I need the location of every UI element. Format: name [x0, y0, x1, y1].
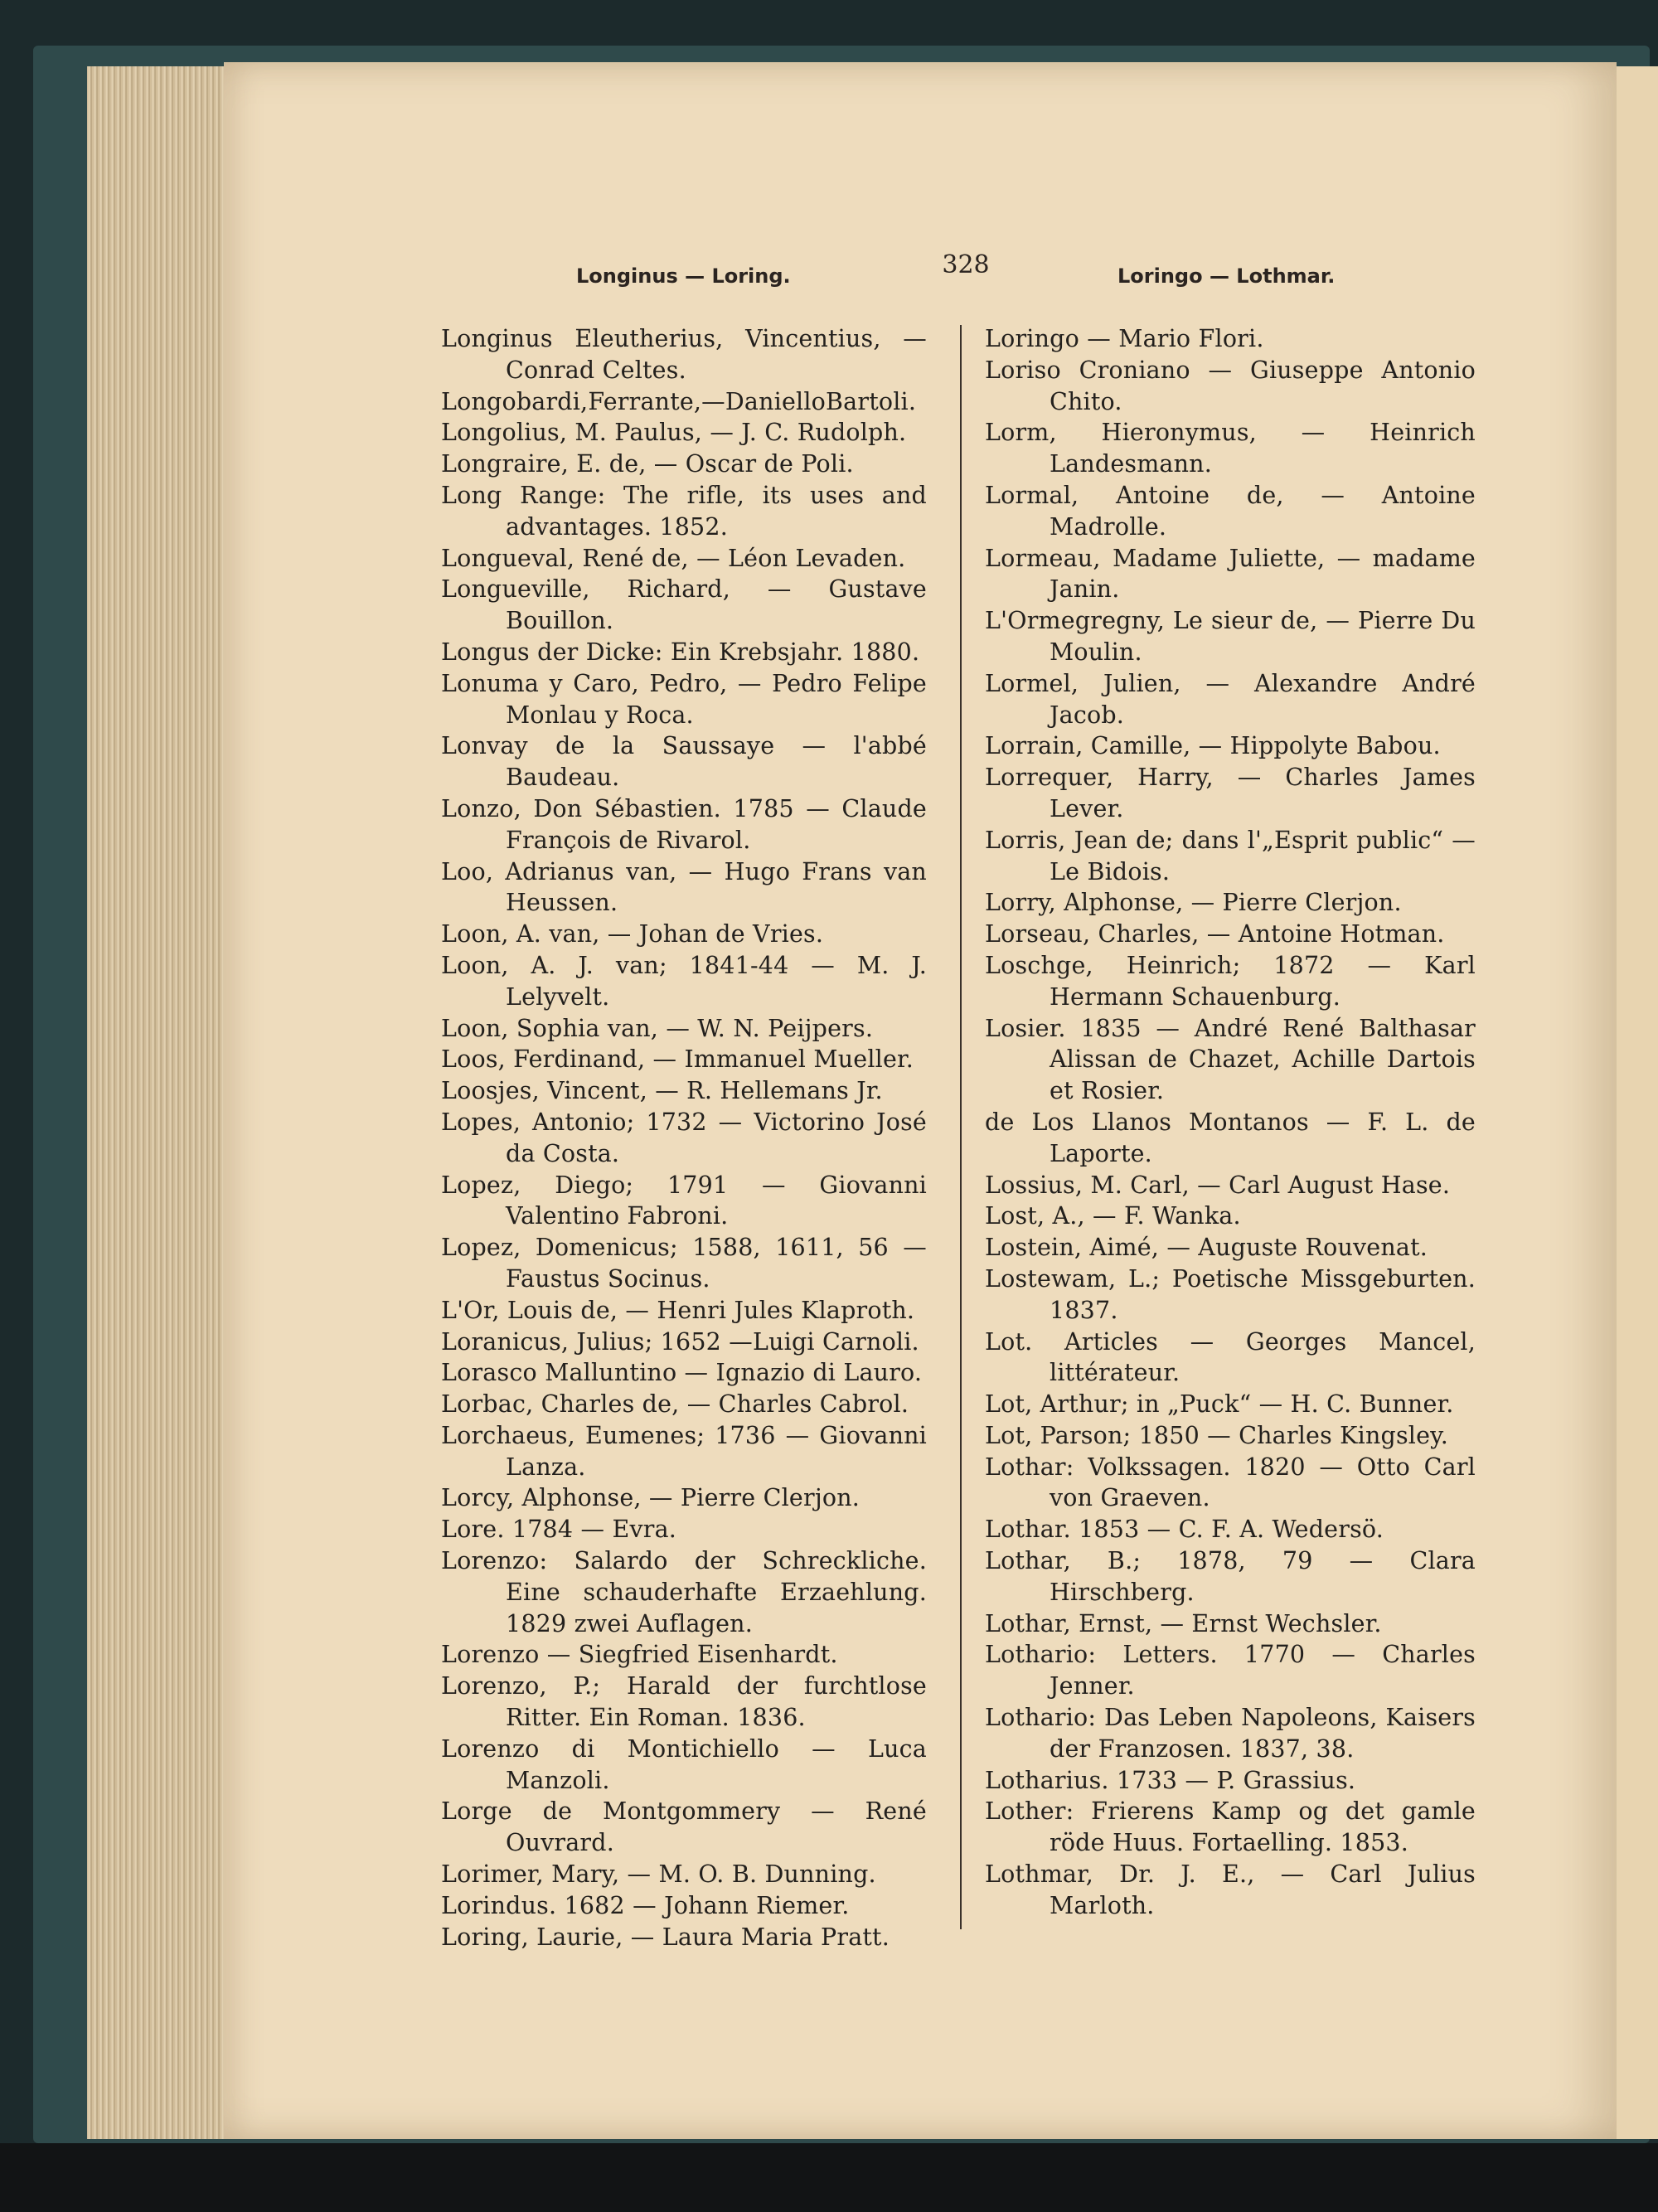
index-entry: Loon, Sophia van, — W. N. Peijpers.	[441, 1014, 874, 1042]
index-entry: Longinus Eleutherius, Vincentius, — Conrad Celtes.	[441, 325, 927, 384]
index-entry: Long Range: The rifle, its uses and advantages. 1852.	[441, 481, 927, 541]
index-entry: Lopez, Diego; 1791 — Giovanni Valentino Fabroni.	[441, 1171, 927, 1230]
index-entry: Lorm, Hieronymus, — Heinrich Landesmann.	[985, 419, 1476, 478]
index-entry: Lothar. 1853 — C. F. A. Wedersö.	[985, 1516, 1384, 1544]
index-entry: Lothario: Das Leben Napoleons, Kaisers der Franzosen. 1837, 38.	[985, 1704, 1476, 1763]
index-entry: L'Or, Louis de, — Henri Jules Klaproth.	[441, 1296, 915, 1324]
index-entry: Lorry, Alphonse, — Pierre Clerjon.	[985, 889, 1402, 917]
index-entry: Lonzo, Don Sébastien. 1785 — Claude François de Rivarol.	[441, 794, 927, 854]
index-entry: Lorchaeus, Eumenes; 1736 — Giovanni Lanza.	[441, 1421, 927, 1481]
index-entry: Loo, Adrianus van, — Hugo Frans van Heussen.	[441, 857, 927, 917]
index-entry: Lorris, Jean de; dans l'„Esprit public“ — Le Bidois.	[985, 826, 1476, 885]
page-number: 328	[942, 250, 990, 279]
index-entry: Lothar, B.; 1878, 79 — Clara Hirschberg.	[985, 1547, 1476, 1606]
index-entry: Lostein, Aimé, — Auguste Rouvenat.	[985, 1234, 1428, 1262]
index-entry: Lothar, Ernst, — Ernst Wechsler.	[985, 1609, 1382, 1637]
index-entry: Longolius, M. Paulus, — J. C. Rudolph.	[441, 419, 907, 447]
index-entry: Lorenzo — Siegfried Eisenhardt.	[441, 1641, 838, 1669]
index-entry: Loos, Ferdinand, — Immanuel Mueller.	[441, 1045, 914, 1074]
index-entry: Loriso Croniano — Giuseppe Antonio Chito.	[985, 356, 1476, 415]
index-entry: Lore. 1784 — Evra.	[441, 1516, 677, 1544]
index-entry: Loschge, Heinrich; 1872 — Karl Hermann Schauenburg.	[985, 951, 1476, 1011]
page-edges	[87, 66, 228, 2139]
index-entry: Loon, A. J. van; 1841-44 — M. J. Lelyvelt.	[441, 951, 927, 1011]
index-entry: L'Ormegregny, Le sieur de, — Pierre Du Moulin.	[985, 607, 1476, 666]
index-entry: Lonuma y Caro, Pedro, — Pedro Felipe Monlau y Roca.	[441, 669, 927, 729]
index-entry: Lorenzo: Salardo der Schreckliche. Eine schauderhafte Erzaehlung. 1829 zwei Auflagen.	[441, 1547, 927, 1637]
index-entry: Lopes, Antonio; 1732 — Victorino José da Costa.	[441, 1108, 927, 1167]
index-entry: Lorrequer, Harry, — Charles James Lever.	[985, 764, 1476, 822]
index-entry: Longueval, René de, — Léon Levaden.	[441, 544, 906, 572]
index-entry: Loon, A. van, — Johan de Vries.	[441, 920, 824, 948]
index-entry: de Los Llanos Montanos — F. L. de Laporte.	[985, 1108, 1476, 1167]
index-entry: Lorrain, Camille, — Hippolyte Babou.	[985, 732, 1441, 760]
index-entry: Lot, Arthur; in „Puck“ — H. C. Bunner.	[985, 1390, 1454, 1419]
index-entry: Lothar: Volkssagen. 1820 — Otto Carl von Graeven.	[985, 1453, 1476, 1512]
index-entry: Lostewam, L.; Poetische Missgeburten. 1837.	[985, 1264, 1476, 1324]
index-entry: Lormal, Antoine de, — Antoine Madrolle.	[985, 481, 1476, 541]
index-entry: Lotharius. 1733 — P. Grassius.	[985, 1766, 1356, 1794]
index-entry: Longobardi,Ferrante,—DanielloBartoli.	[441, 387, 917, 415]
index-entry: Losier. 1835 — André René Balthasar Alissan de Chazet, Achille Dartois et Rosier.	[985, 1014, 1476, 1105]
index-entry: Lorenzo, P.; Harald der furchtlose Ritter. Ein Roman. 1836.	[441, 1672, 927, 1732]
left-column	[441, 323, 927, 1952]
index-entry: Loranicus, Julius; 1652 —Luigi Carnoli.	[441, 1327, 919, 1356]
index-entry: Loosjes, Vincent, — R. Hellemans Jr.	[441, 1077, 883, 1105]
column-divider	[960, 325, 962, 1929]
index-entry: Lothario: Letters. 1770 — Charles Jenner.	[985, 1641, 1476, 1700]
index-entry: Lorasco Malluntino — Ignazio di Lauro.	[441, 1359, 923, 1387]
index-entry: Longraire, E. de, — Oscar de Poli.	[441, 450, 854, 478]
index-entry: Lothmar, Dr. J. E., — Carl Julius Marloth.	[985, 1860, 1476, 1919]
running-head-left: Longinus — Loring.	[576, 264, 791, 288]
index-entry: Lossius, M. Carl, — Carl August Hase.	[985, 1171, 1451, 1199]
index-entry: Lorge de Montgommery — René Ouvrard.	[441, 1797, 927, 1857]
index-entry: Lother: Frierens Kamp og det gamle röde Huus. Fortaelling. 1853.	[985, 1797, 1476, 1857]
background-surface	[0, 2143, 1658, 2212]
index-entry: Lorcy, Alphonse, — Pierre Clerjon.	[441, 1484, 861, 1512]
index-entry: Lorbac, Charles de, — Charles Cabrol.	[441, 1390, 909, 1419]
index-entry: Lormel, Julien, — Alexandre André Jacob.	[985, 669, 1476, 729]
index-entry: Lonvay de la Saussaye — l'abbé Baudeau.	[441, 732, 927, 792]
adjacent-page-edge	[1612, 66, 1658, 2139]
index-entry: Lost, A., — F. Wanka.	[985, 1202, 1241, 1230]
index-entry: Lorimer, Mary, — M. O. B. Dunning.	[441, 1860, 876, 1889]
index-entry: Lot. Articles — Georges Mancel, littérateur.	[985, 1327, 1476, 1387]
index-entry: Lormeau, Madame Juliette, — madame Janin.	[985, 544, 1476, 604]
index-entry: Loringo — Mario Flori.	[985, 325, 1264, 352]
right-column	[985, 323, 1476, 1922]
index-entry: Loring, Laurie, — Laura Maria Pratt.	[441, 1923, 890, 1951]
index-entry: Longus der Dicke: Ein Krebsjahr. 1880.	[441, 638, 920, 666]
index-entry: Lopez, Domenicus; 1588, 1611, 56 — Faustus Socinus.	[441, 1234, 927, 1293]
running-head-right: Loringo — Lothmar.	[1117, 264, 1336, 288]
index-entry: Longueville, Richard, — Gustave Bouillon.	[441, 575, 927, 635]
index-entry: Lot, Parson; 1850 — Charles Kingsley.	[985, 1421, 1448, 1449]
index-entry: Lorindus. 1682 — Johann Riemer.	[441, 1891, 850, 1919]
index-entry: Lorenzo di Montichiello — Luca Manzoli.	[441, 1734, 927, 1794]
index-entry: Lorseau, Charles, — Antoine Hotman.	[985, 920, 1445, 948]
